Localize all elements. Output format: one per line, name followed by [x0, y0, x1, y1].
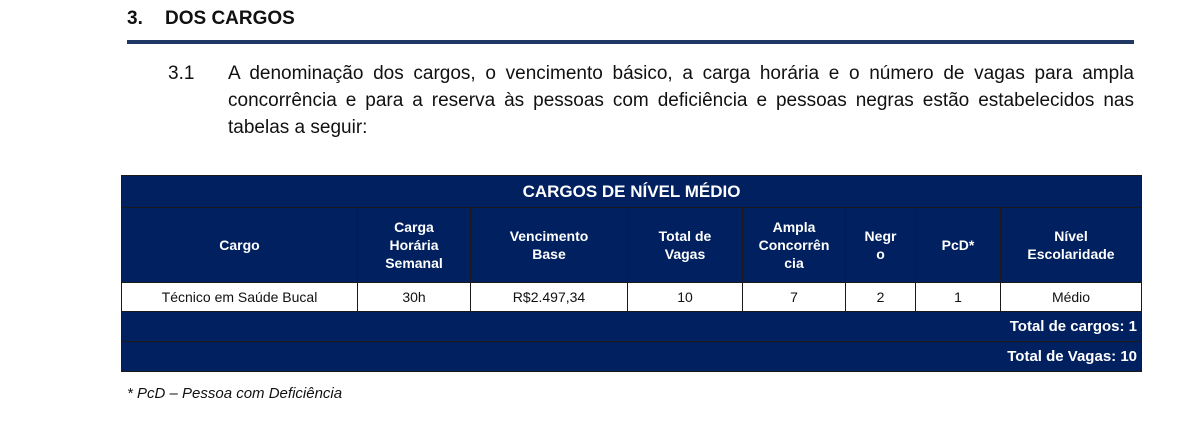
total-cargos: Total de cargos: 1	[122, 312, 1142, 342]
section-number: 3.	[127, 8, 143, 29]
cell-negro: 2	[846, 283, 916, 312]
cell-ampla: 7	[743, 283, 846, 312]
footnote: * PcD – Pessoa com Deficiência	[127, 385, 343, 402]
table-title: CARGOS DE NÍVEL MÉDIO	[122, 176, 1142, 208]
paragraph-text: A denominação dos cargos, o vencimento básico, a carga horária e o número de vagas para ampla concorrência e para a reserva às pessoas com deficiência e pessoas negras estão estabelecidos nas tabelas a seguir:	[228, 63, 1134, 138]
total-vagas-row	[122, 342, 1142, 372]
header-total-vagas: Total de Vagas	[628, 208, 743, 283]
table-row	[122, 283, 1142, 312]
section-heading	[127, 8, 295, 30]
header-pcd: PcD*	[916, 208, 1001, 283]
header-cargo: Cargo	[122, 208, 358, 283]
cell-vencimento: R$2.497,34	[471, 283, 628, 312]
header-carga-horaria: Carga Horária Semanal	[358, 208, 471, 283]
cell-pcd: 1	[916, 283, 1001, 312]
header-vencimento: Vencimento Base	[471, 208, 628, 283]
header-nivel-escolaridade: Nível Escolaridade	[1001, 208, 1142, 283]
section-title: DOS CARGOS	[165, 8, 295, 29]
total-vagas: Total de Vagas: 10	[122, 342, 1142, 372]
table-title-row	[122, 176, 1142, 208]
header-negro: Negr o	[846, 208, 916, 283]
total-cargos-row	[122, 312, 1142, 342]
cell-total: 10	[628, 283, 743, 312]
cell-cargo: Técnico em Saúde Bucal	[122, 283, 358, 312]
header-ampla-concorrencia: Ampla Concorrên cia	[743, 208, 846, 283]
table-header-row	[122, 208, 1142, 283]
section-divider	[127, 40, 1134, 44]
paragraph-3-1	[168, 60, 1134, 141]
cell-carga: 30h	[358, 283, 471, 312]
cell-nivel: Médio	[1001, 283, 1142, 312]
paragraph-number: 3.1	[168, 63, 195, 84]
cargos-table	[121, 175, 1142, 372]
